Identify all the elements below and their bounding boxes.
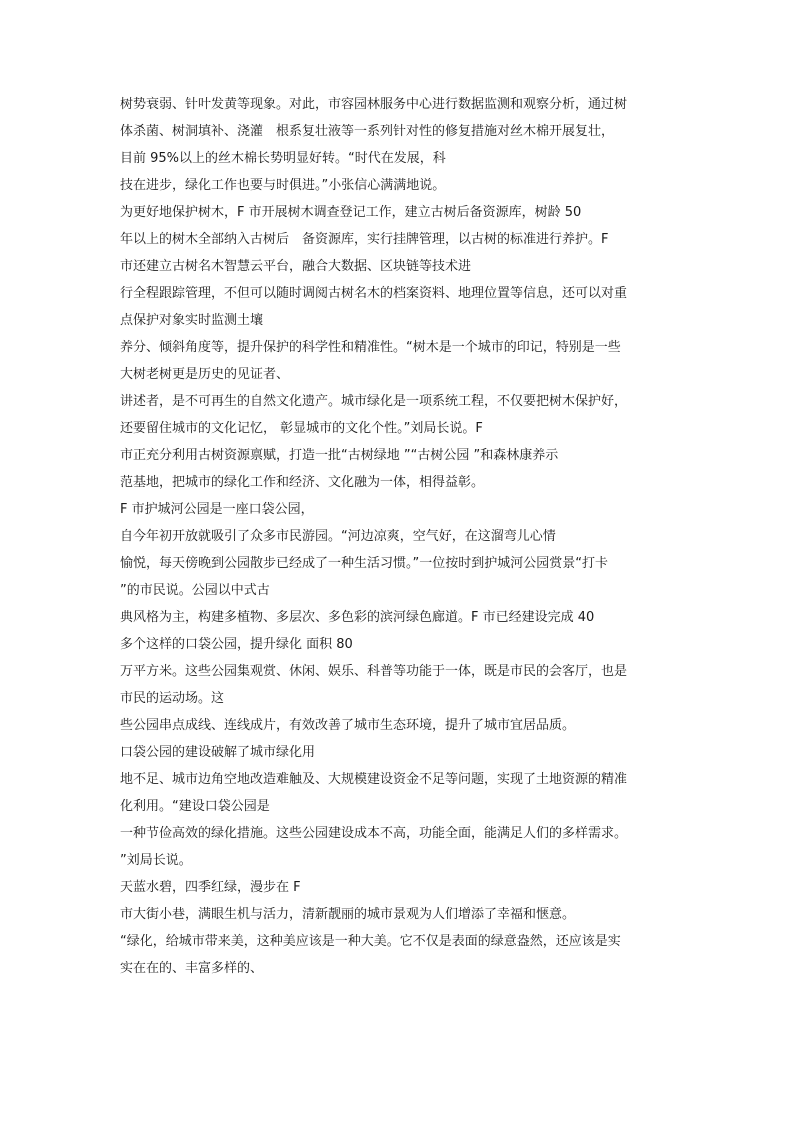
text-line: 目前 95%以上的丝木棉长势明显好转。“时代在发展，科 (120, 151, 446, 166)
text-line: 万平方米。这些公园集观赏、休闲、娱乐、科普等功能于一体，既是市民的会客厅，也是 (120, 664, 628, 679)
text-line: 年以上的树木全部纳入古树后 备资源库，实行挂牌管理，以古树的标准进行养护。F (120, 232, 609, 247)
text-line: 自今年初开放就吸引了众多市民游园。“河边凉爽，空气好，在这溜弯儿心情 (120, 529, 556, 544)
text-line: 市民的运动场。这 (120, 691, 225, 706)
text-line: 为更好地保护树木，F 市开展树木调查登记工作，建立古树后备资源库，树龄 50 (120, 205, 582, 220)
text-line: 市正充分利用古树资源禀赋，打造一批“古树绿地 ”“古树公园 ”和森林康养示 (120, 448, 559, 463)
text-line: 化利用。“建设口袋公园是 (120, 799, 270, 814)
text-line: 多个这样的口袋公园，提升绿化 面积 80 (120, 637, 353, 652)
text-line: 体杀菌、树洞填补、浇灌 根系复壮液等一系列针对性的修复措施对丝木棉开展复壮， (120, 124, 615, 139)
text-line: F 市护城河公园是一座口袋公园， (120, 502, 314, 517)
article-body (120, 91, 680, 982)
text-line: 市还建立古树名木智慧云平台，融合大数据、区块链等技术进 (120, 259, 472, 274)
text-line: 讲述者，是不可再生的自然文化遗产。城市绿化是一项系统工程，不仅要把树木保护好， (120, 394, 628, 409)
text-line: 天蓝水碧，四季红绿，漫步在 F (120, 880, 301, 895)
text-line: ”刘局长说。 (120, 853, 192, 868)
text-line: 实在在的、丰富多样的、 (120, 961, 264, 976)
text-line: 愉悦，每天傍晚到公园散步已经成了一种生活习惯。”一位按时到护城河公园赏景“打卡 (120, 556, 608, 571)
text-line: 典风格为主，构建多植物、多层次、多色彩的滨河绿色廊道。F 市已经建设完成 40 (120, 610, 595, 625)
text-line: 行全程跟踪管理，不但可以随时调阅古树名木的档案资料、地理位置等信息，还可以对重 (120, 286, 628, 301)
text-line: 技在进步，绿化工作也要与时俱进。”小张信心满满地说。 (120, 178, 446, 193)
text-line: 些公园串点成线、连线成片，有效改善了城市生态环境，提升了城市宜居品质。 (120, 718, 576, 733)
text-line: 范基地，把城市的绿化工作和经济、文化融为一体，相得益彰。 (120, 475, 485, 490)
text-line: “绿化，给城市带来美，这种美应该是一种大美。它不仅是表面的绿意盎然，还应该是实 (120, 934, 621, 949)
text-line: 点保护对象实时监测土壤 (120, 313, 264, 328)
text-line: 大树老树更是历史的见证者、 (120, 367, 290, 382)
text-line: 还要留住城市的文化记忆， 彰显城市的文化个性。”刘局长说。F (120, 421, 483, 436)
text-line: 口袋公园的建设破解了城市绿化用 (120, 745, 316, 760)
text-line: 树势衰弱、针叶发黄等现象。对此，市容园林服务中心进行数据监测和观察分析，通过树 (120, 97, 628, 112)
text-line: 地不足、城市边角空地改造难触及、大规模建设资金不足等问题，实现了土地资源的精准 (120, 772, 628, 787)
text-line: 市大街小巷，满眼生机与活力，清新靓丽的城市景观为人们增添了幸福和惬意。 (120, 907, 576, 922)
text-line: 一种节俭高效的绿化措施。这些公园建设成本不高，功能全面，能满足人们的多样需求。 (120, 826, 628, 841)
text-line: 养分、倾斜角度等，提升保护的科学性和精准性。“树木是一个城市的印记，特别是一些 (120, 340, 621, 355)
text-line: ”的市民说。公园以中式古 (120, 583, 270, 598)
